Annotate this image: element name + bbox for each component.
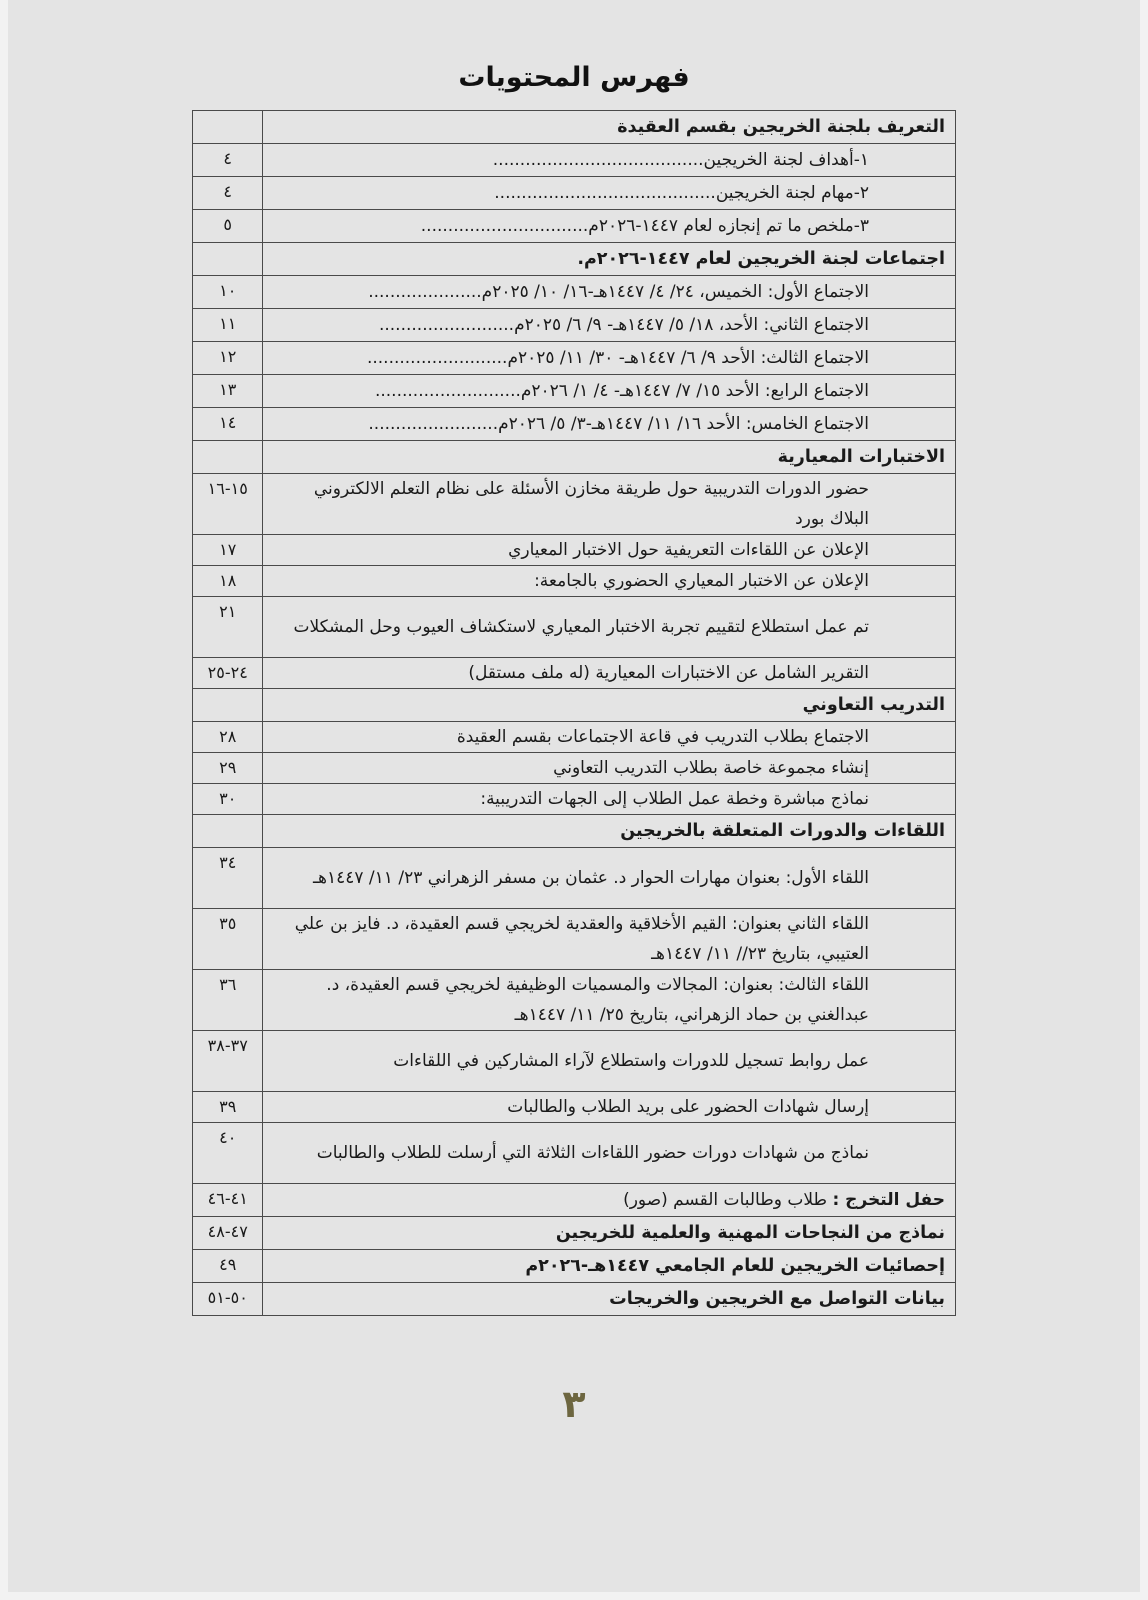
toc-row <box>193 658 956 689</box>
toc-page-number: ٣٥ <box>193 909 263 970</box>
toc-page-number: ١١ <box>193 309 263 342</box>
toc-page-number: ٣٩ <box>193 1092 263 1123</box>
toc-entry: الإعلان عن اللقاءات التعريفية حول الاختبار المعياري <box>263 535 956 566</box>
toc-row <box>193 474 956 535</box>
toc-section-heading: اجتماعات لجنة الخريجين لعام ١٤٤٧-٢٠٢٦م. <box>263 243 956 276</box>
toc-entry: اللقاء الثاني بعنوان: القيم الأخلاقية والعقدية لخريجي قسم العقيدة، د. فايز بن علي العتيبي، بتاريخ ٢٣// ١١/ ١٤٤٧هـ <box>263 909 956 970</box>
toc-row <box>193 722 956 753</box>
toc-row <box>193 177 956 210</box>
toc-page-number: ٢٩ <box>193 753 263 784</box>
toc-entry: اللقاء الثالث: بعنوان: المجالات والمسميات الوظيفية لخريجي قسم العقيدة، د. عبدالغني بن حماد الزهراني، بتاريخ ٢٥/ ١١/ ١٤٤٧هـ <box>263 970 956 1031</box>
toc-page-number <box>193 441 263 474</box>
toc-row <box>193 144 956 177</box>
toc-row <box>193 1031 956 1092</box>
toc-page-number: ١٣ <box>193 375 263 408</box>
toc-entry: الاجتماع الثاني: الأحد، ١٨/ ٥/ ١٤٤٧هـ- ٩/ ٦/ ٢٠٢٥م......................... <box>263 309 956 342</box>
toc-page-number: ٤٧-٤٨ <box>193 1217 263 1250</box>
toc-entry: ٢-مهام لجنة الخريجين......................................... <box>263 177 956 210</box>
toc-page-number: ٤٠ <box>193 1123 263 1184</box>
toc-row <box>193 1092 956 1123</box>
toc-row <box>193 689 956 722</box>
toc-entry: الاجتماع الأول: الخميس، ٢٤/ ٤/ ١٤٤٧هـ-١٦/ ١٠/ ٢٠٢٥م..................... <box>263 276 956 309</box>
toc-row <box>193 210 956 243</box>
toc-row <box>193 1184 956 1217</box>
toc-section-heading: التدريب التعاوني <box>263 689 956 722</box>
toc-page-number: ٣٠ <box>193 784 263 815</box>
toc-entry: الاجتماع بطلاب التدريب في قاعة الاجتماعات بقسم العقيدة <box>263 722 956 753</box>
toc-page-number <box>193 815 263 848</box>
toc-entry: الاجتماع الرابع: الأحد ١٥/ ٧/ ١٤٤٧هـ- ٤/ ١/ ٢٠٢٦م........................... <box>263 375 956 408</box>
toc-row <box>193 1250 956 1283</box>
toc-entry: الإعلان عن الاختبار المعياري الحضوري بالجامعة: <box>263 566 956 597</box>
toc-page-number <box>193 111 263 144</box>
page-title: فهرس المحتويات <box>458 62 690 93</box>
toc-entry <box>263 1184 956 1217</box>
toc-entry: عمل روابط تسجيل للدورات واستطلاع لآراء المشاركين في اللقاءات <box>263 1031 956 1092</box>
toc-row <box>193 441 956 474</box>
toc-page-number: ١٧ <box>193 535 263 566</box>
toc-entry: التقرير الشامل عن الاختبارات المعيارية (له ملف مستقل) <box>263 658 956 689</box>
toc-entry-bold-label: حفل التخرج : <box>832 1190 945 1210</box>
toc-entry: تم عمل استطلاع لتقييم تجربة الاختبار المعياري لاستكشاف العيوب وحل المشكلات <box>263 597 956 658</box>
toc-page-number: ٤ <box>193 177 263 210</box>
toc-section-heading: نماذج من النجاحات المهنية والعلمية للخريجين <box>263 1217 956 1250</box>
toc-page-number: ٤١-٤٦ <box>193 1184 263 1217</box>
toc-entry: ٣-ملخص ما تم إنجازه لعام ١٤٤٧-٢٠٢٦م............................... <box>263 210 956 243</box>
toc-entry: نماذج مباشرة وخطة عمل الطلاب إلى الجهات التدريبية: <box>263 784 956 815</box>
toc-page-number: ١٤ <box>193 408 263 441</box>
toc-entry: ١-أهداف لجنة الخريجين....................................... <box>263 144 956 177</box>
toc-row <box>193 566 956 597</box>
toc-row <box>193 1123 956 1184</box>
toc-row <box>193 970 956 1031</box>
toc-page-number <box>193 243 263 276</box>
toc-row <box>193 276 956 309</box>
toc-page-number: ١٢ <box>193 342 263 375</box>
toc-row <box>193 1283 956 1316</box>
toc-entry: إرسال شهادات الحضور على بريد الطلاب والطالبات <box>263 1092 956 1123</box>
toc-page-number: ٣٦ <box>193 970 263 1031</box>
toc-page-number: ٥ <box>193 210 263 243</box>
toc-row <box>193 375 956 408</box>
toc-page-number: ٢١ <box>193 597 263 658</box>
toc-section-heading: الاختبارات المعيارية <box>263 441 956 474</box>
toc-entry: اللقاء الأول: بعنوان مهارات الحوار د. عثمان بن مسفر الزهراني ٢٣/ ١١/ ١٤٤٧هـ <box>263 848 956 909</box>
toc-page-number: ٥٠-٥١ <box>193 1283 263 1316</box>
toc-row <box>193 597 956 658</box>
toc-page-number: ٣٧-٣٨ <box>193 1031 263 1092</box>
document-page <box>8 0 1140 1592</box>
toc-row <box>193 243 956 276</box>
toc-row <box>193 848 956 909</box>
toc-entry: إنشاء مجموعة خاصة بطلاب التدريب التعاوني <box>263 753 956 784</box>
toc-section-heading: إحصائيات الخريجين للعام الجامعي ١٤٤٧هـ-٢٠٢٦م <box>263 1250 956 1283</box>
toc-page-number: ٢٤-٢٥ <box>193 658 263 689</box>
toc-section-heading: بيانات التواصل مع الخريجين والخريجات <box>263 1283 956 1316</box>
toc-page-number: ٤٩ <box>193 1250 263 1283</box>
toc-row <box>193 535 956 566</box>
toc-page-number: ٣٤ <box>193 848 263 909</box>
toc-page-number: ٢٨ <box>193 722 263 753</box>
toc-page-number: ١٠ <box>193 276 263 309</box>
toc-row <box>193 815 956 848</box>
table-of-contents <box>192 110 956 1316</box>
toc-entry: نماذج من شهادات دورات حضور اللقاءات الثلاثة التي أرسلت للطلاب والطالبات <box>263 1123 956 1184</box>
toc-page-number <box>193 689 263 722</box>
toc-row <box>193 784 956 815</box>
toc-row <box>193 1217 956 1250</box>
toc-row <box>193 342 956 375</box>
toc-page-number: ١٥-١٦ <box>193 474 263 535</box>
toc-row <box>193 111 956 144</box>
toc-row <box>193 753 956 784</box>
toc-row <box>193 909 956 970</box>
page-number: ٣ <box>562 1382 586 1426</box>
toc-section-heading: اللقاءات والدورات المتعلقة بالخريجين <box>263 815 956 848</box>
toc-entry: حضور الدورات التدريبية حول طريقة مخازن الأسئلة على نظام التعلم الالكتروني البلاك بورد <box>263 474 956 535</box>
toc-section-heading: التعريف بلجنة الخريجين بقسم العقيدة <box>263 111 956 144</box>
toc-entry: الاجتماع الخامس: الأحد ١٦/ ١١/ ١٤٤٧هـ-٣/ ٥/ ٢٠٢٦م........................ <box>263 408 956 441</box>
toc-row <box>193 408 956 441</box>
toc-page-number: ٤ <box>193 144 263 177</box>
toc-entry: الاجتماع الثالث: الأحد ٩/ ٦/ ١٤٤٧هـ- ٣٠/ ١١/ ٢٠٢٥م.......................... <box>263 342 956 375</box>
toc-entry-text: طلاب وطالبات القسم (صور) <box>623 1190 833 1210</box>
toc-row <box>193 309 956 342</box>
toc-page-number: ١٨ <box>193 566 263 597</box>
